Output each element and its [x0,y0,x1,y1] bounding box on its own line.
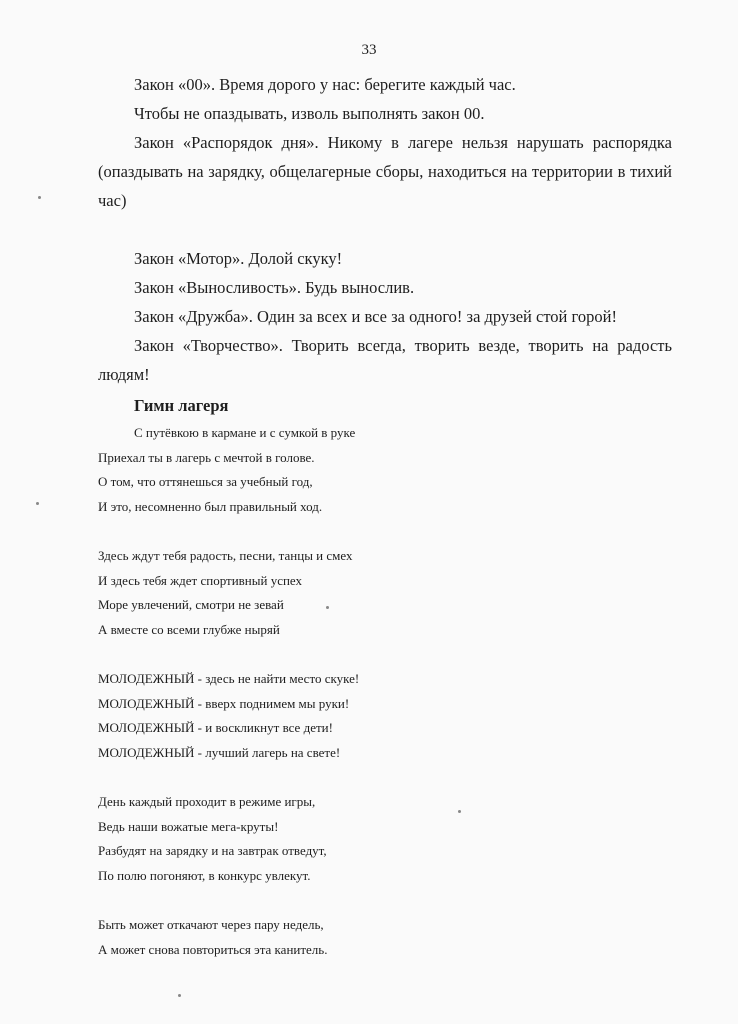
law-00-note: Чтобы не опаздывать, изволь выполнять закон 00. [134,104,485,123]
verse-line: День каждый проходит в режиме игры, [98,794,316,809]
verse-line: Ведь наши вожатые мега-круты! [98,818,279,834]
verse-line: И это, несомненно был правильный ход. [98,498,323,514]
law-friendship: Закон «Дружба». Один за всех и все за одного! за друзей стой горой! [134,307,617,326]
scan-speck [178,994,181,997]
scan-speck [458,810,461,813]
anthem-title: Гимн лагеря [134,396,229,415]
verse-1 [98,421,658,519]
verse-line: МОЛОДЕЖНЫЙ - и воскликнут все дети! [98,720,333,735]
page-number: 33 [361,42,377,58]
verse-chorus [98,667,658,765]
verse-line: О том, что оттянешься за учебный год, [98,474,313,489]
law-endurance: Закон «Выносливость». Будь вынослив. [134,278,415,297]
verse-line: И здесь тебя ждет спортивный успех [98,572,303,588]
verse-line: А вместе со всеми глубже ныряй [98,621,280,637]
verse-3 [98,790,658,888]
verse-2 [98,544,658,642]
verse-4 [98,913,658,962]
verse-line: МОЛОДЕЖНЫЙ - здесь не найти место скуке! [98,671,360,686]
law-motor: Закон «Мотор». Долой скуку! [134,249,343,268]
verse-line: МОЛОДЕЖНЫЙ - вверх поднимем мы руки! [98,695,350,711]
scan-speck [36,502,39,505]
verse-line: По полю погоняют, в конкурс увлекут. [98,867,311,883]
scan-speck [326,606,329,609]
verse-line: А может снова повториться эта канитель. [98,941,328,957]
verse-line: МОЛОДЕЖНЫЙ - лучший лагерь на свете! [98,744,341,760]
verse-line: Быть может откачают через пару недель, [98,917,324,932]
verse-line: Разбудят на зарядку и на завтрак отведут, [98,843,327,858]
verse-line: Море увлечений, смотри не зевай [98,597,284,612]
verse-line: Приехал ты в лагерь с мечтой в голове. [98,449,315,465]
law-creativity: Закон «Творчество». Творить всегда, творить везде, творить на радость людям! [98,336,672,384]
law-00: Закон «00». Время дорого у нас: берегите каждый час. [134,75,516,94]
verse-line: С путёвкою в кармане и с сумкой в руке [134,425,356,440]
law-schedule: Закон «Распорядок дня». Никому в лагере нельзя нарушать распорядка (опаздывать на зарядку, общелагерные сборы, находиться на территории в тихий час) [98,133,672,210]
anthem-verses [98,421,658,987]
laws-section [98,70,672,389]
verse-line: Здесь ждут тебя радость, песни, танцы и смех [98,548,353,563]
scan-speck [38,196,41,199]
